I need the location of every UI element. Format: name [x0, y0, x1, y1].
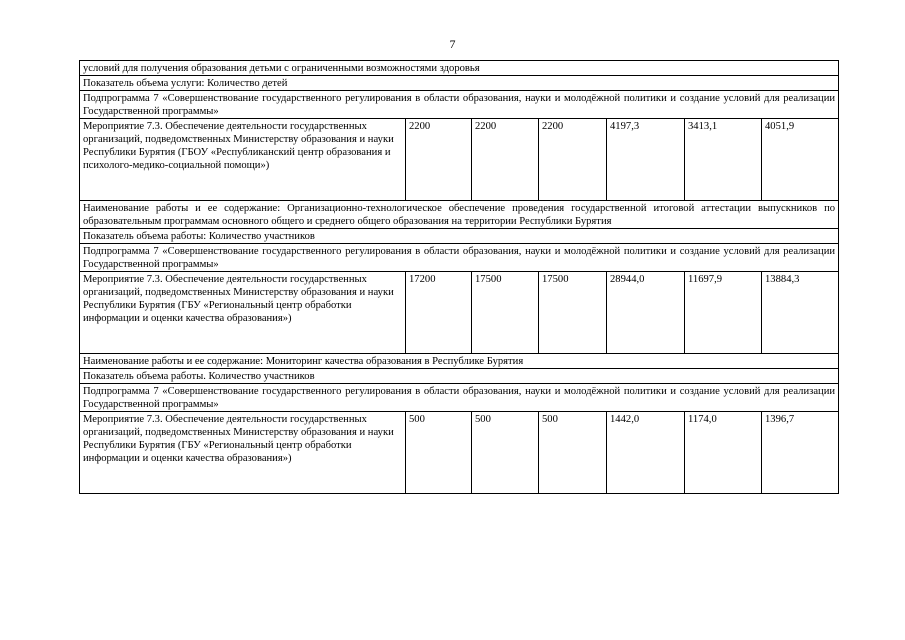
- work-name: Наименование работы и ее содержание: Мониторинг качества образования в Республике Бурятия: [80, 354, 839, 369]
- page-number: 7: [449, 37, 456, 51]
- table-row: [80, 76, 839, 91]
- work-name: Наименование работы и ее содержание: Организационно-технологическое обеспечение проведения государственной итоговой аттестации выпускников по образовательным программам основного общего и среднего общего образования на территории Республики Бурятия: [80, 201, 839, 229]
- program-table: [79, 60, 839, 494]
- table-row: [80, 354, 839, 369]
- activity-description: Мероприятие 7.3. Обеспечение деятельности государственных организаций, подведомственных Министерству образования и науки Республики Бурятия (ГБУ «Региональный центр обработки информации и оценки качества образования»): [80, 412, 406, 494]
- value-cell: 1442,0: [607, 412, 685, 494]
- table-row: [80, 229, 839, 244]
- value-cell: 28944,0: [607, 272, 685, 354]
- value-cell: 2200: [406, 119, 472, 201]
- volume-indicator: Показатель объема работы: Количество участников: [80, 229, 839, 244]
- volume-indicator: Показатель объема работы. Количество участников: [80, 369, 839, 384]
- subprogram-title: Подпрограмма 7 «Совершенствование государственного регулирования в области образования, науки и молодёжной политики и создание условий для реализации Государственной программы»: [80, 244, 839, 272]
- value-cell: 4051,9: [762, 119, 839, 201]
- value-cell: 500: [539, 412, 607, 494]
- table-row: [80, 61, 839, 76]
- value-cell: 17500: [539, 272, 607, 354]
- value-cell: 2200: [539, 119, 607, 201]
- subprogram-title: Подпрограмма 7 «Совершенствование государственного регулирования в области образования, науки и молодёжной политики и создание условий для реализации Государственной программы»: [80, 91, 839, 119]
- value-cell: 13884,3: [762, 272, 839, 354]
- volume-indicator: Показатель объема услуги: Количество детей: [80, 76, 839, 91]
- value-cell: 4197,3: [607, 119, 685, 201]
- value-cell: 17200: [406, 272, 472, 354]
- subprogram-title: Подпрограмма 7 «Совершенствование государственного регулирования в области образования, науки и молодёжной политики и создание условий для реализации Государственной программы»: [80, 384, 839, 412]
- table-row: [80, 201, 839, 229]
- activity-description: Мероприятие 7.3. Обеспечение деятельности государственных организаций, подведомственных Министерству образования и науки Республики Бурятия (ГБОУ «Республиканский центр образования и психолого-медико-социальной помощи»): [80, 119, 406, 201]
- table-row: [80, 244, 839, 272]
- table-row: [80, 369, 839, 384]
- table-row: [80, 119, 839, 201]
- value-cell: 1174,0: [685, 412, 762, 494]
- table-row: [80, 272, 839, 354]
- activity-description: Мероприятие 7.3. Обеспечение деятельности государственных организаций, подведомственных Министерству образования и науки Республики Бурятия (ГБУ «Региональный центр обработки информации и оценки качества образования»): [80, 272, 406, 354]
- table-row: [80, 412, 839, 494]
- value-cell: 1396,7: [762, 412, 839, 494]
- value-cell: 3413,1: [685, 119, 762, 201]
- value-cell: 2200: [472, 119, 539, 201]
- section-text: условий для получения образования детьми с ограниченными возможностями здоровья: [80, 61, 839, 76]
- value-cell: 17500: [472, 272, 539, 354]
- value-cell: 500: [406, 412, 472, 494]
- table-row: [80, 91, 839, 119]
- table-row: [80, 384, 839, 412]
- value-cell: 11697,9: [685, 272, 762, 354]
- value-cell: 500: [472, 412, 539, 494]
